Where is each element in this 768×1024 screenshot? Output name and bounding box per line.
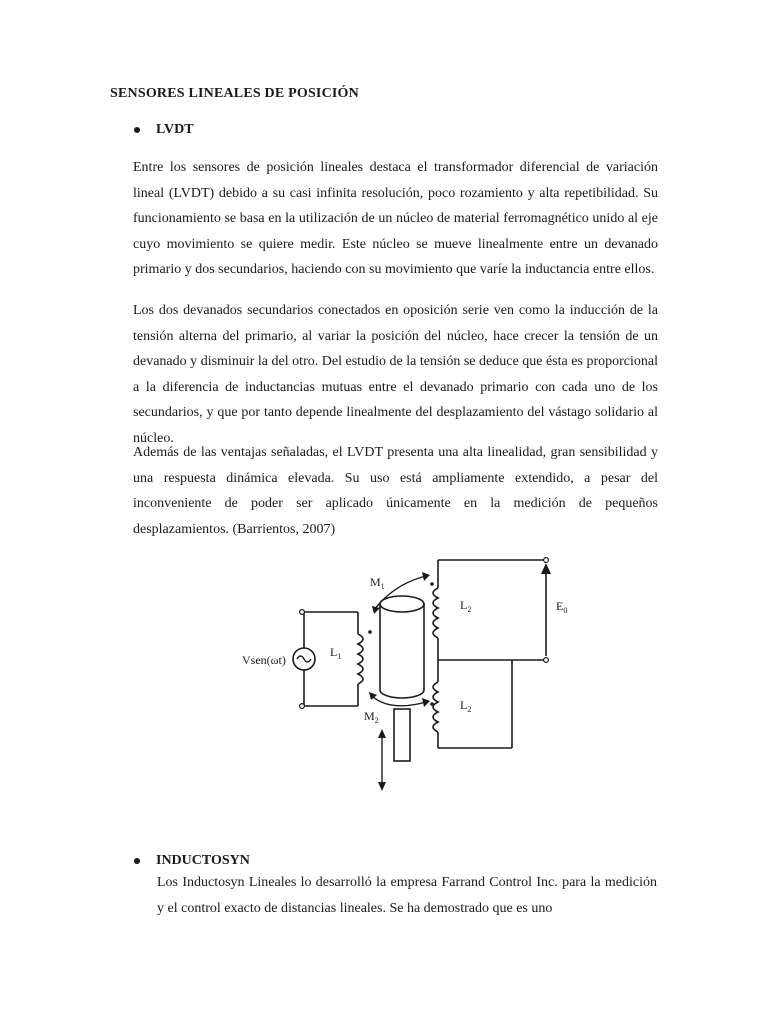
core-rod <box>394 709 410 761</box>
polarity-dot <box>430 702 434 706</box>
polarity-dot <box>430 582 434 586</box>
primary-label: $L_1$ <box>330 645 342 661</box>
terminal-icon <box>300 704 305 709</box>
secondary-top-label: $L_2$ <box>460 598 472 614</box>
page-title: SENSORES LINEALES DE POSICIÓN <box>110 86 359 101</box>
mutual-bottom-label: $M_2$ <box>364 709 379 725</box>
paragraph-lvdt-3: Además de las ventajas señaladas, el LVDT presenta una alta linealidad, gran sensibilidad y una respuesta dinámica elevada. Su uso está ampliamente extendido, a pesar del inconveniente de poder ser aplicado únicamente en la medición de pequeños desplazamientos. (Barrientos, 2007) <box>133 445 658 537</box>
secondary-bottom-circuit <box>433 660 512 748</box>
bullet-label: LVDT <box>156 122 194 137</box>
bullet-inductosyn <box>134 853 250 869</box>
ferromagnetic-core <box>380 604 424 698</box>
core-top <box>380 596 424 612</box>
output-label: $E_0$ <box>556 599 568 615</box>
terminal-icon <box>544 558 549 563</box>
mutual-top-label: $M_1$ <box>370 575 385 591</box>
terminal-icon <box>300 610 305 615</box>
output-arrowhead-icon <box>541 563 551 574</box>
bullet-dot-icon <box>134 858 140 864</box>
paragraph-lvdt-2: Los dos devanados secundarios conectados en oposición serie ven como la inducción de la tensión alterna del primario, al variar la posición del núcleo, hace crecer la tensión de un devanado y disminuir la del otro. Del estudio de la tensión se deduce que ésta es proporcional a la diferencia de inductancias mutuas entre el devanado primario con cada uno de los secundarios, y que por tanto depende linealmente del desplazamiento del vástago solidario al núcleo. <box>133 303 658 446</box>
paragraph-lvdt-1: Entre los sensores de posición lineales destaca el transformador diferencial de variación lineal (LVDT) debido a su casi infinita resolución, poco rozamiento y alta repetibilidad. Su funcionamiento se basa en la utilización de un núcleo de material ferromagnético unido al eje cuyo movimiento se quiere medir. Este núcleo se mueve linealmente entre un devanado primario y dos secundarios, haciendo con su movimiento que varíe la inductancia entre ellos. <box>133 160 658 277</box>
polarity-dot <box>368 630 372 634</box>
secondary-bottom-label: $L_2$ <box>460 698 472 714</box>
secondary-top-circuit <box>433 560 544 660</box>
source-label: Vsen(ωt) <box>242 653 286 667</box>
bullet-dot-icon <box>134 127 140 133</box>
paragraph-inductosyn-1: Los Inductosyn Lineales lo desarrolló la empresa Farrand Control Inc. para la medición y el control exacto de distancias lineales. Se ha demostrado que es uno <box>157 875 657 916</box>
bullet-lvdt <box>134 122 194 138</box>
terminal-icon <box>544 658 549 663</box>
bullet-label: INDUCTOSYN <box>156 853 250 868</box>
lvdt-diagram <box>236 552 566 802</box>
